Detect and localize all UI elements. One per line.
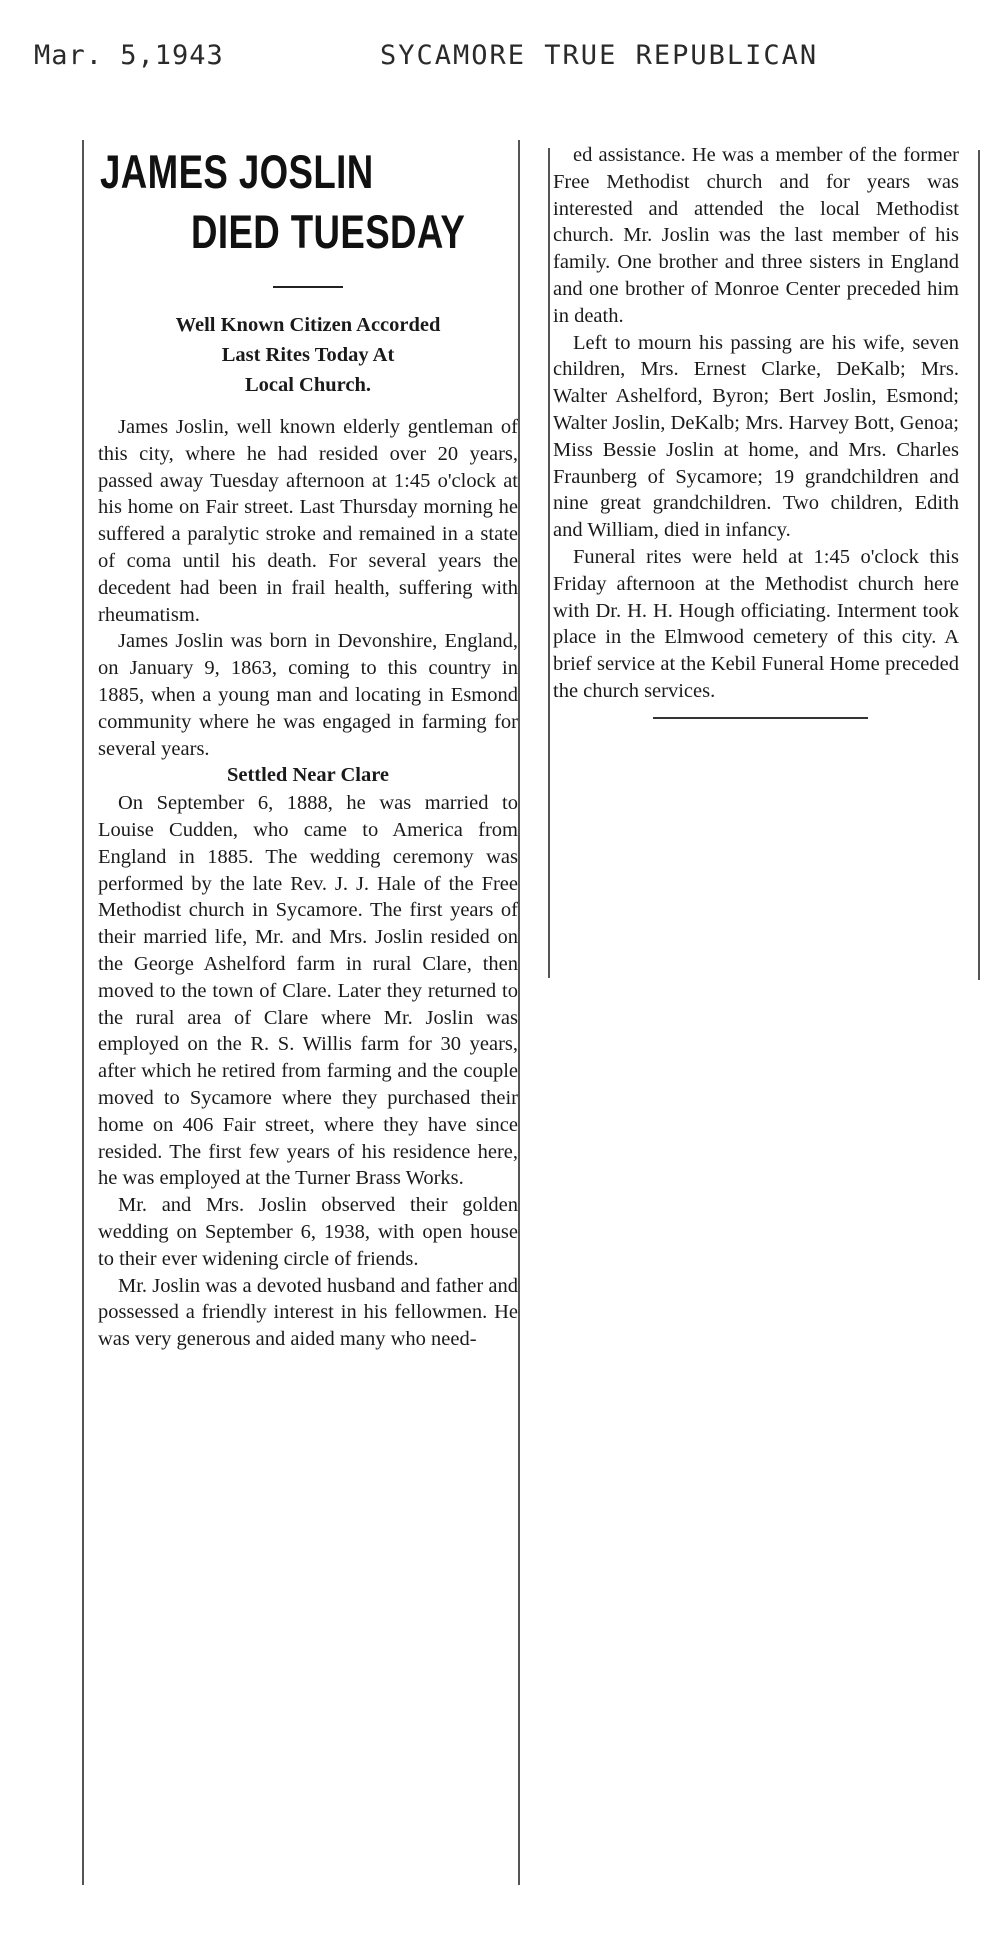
article-paragraph: ed assistance. He was a member of the former Free Methodist church and for years was interested and attended the local Methodist church. Mr. Joslin was the last member of his family. One brother and three sisters in England and one brother of Monroe Center preceded him in death. [553, 144, 959, 327]
column-rule-middle [518, 140, 520, 1885]
article-paragraph: James Joslin was born in Devonshire, England, on January 9, 1863, coming to this country in 1885, when a young man and locating in Esmond community where he was engaged in farming for several years. [98, 630, 518, 760]
paragraphs-after-subhead [98, 790, 518, 1353]
headline-divider [273, 286, 343, 288]
article-subhead: Settled Near Clare [226, 764, 390, 787]
column-rule-right-inner [548, 148, 550, 978]
article-paragraph: On September 6, 1888, he was married to Louise Cudden, who came to America from England in 1885. The wedding ceremony was performed by the late Rev. J. J. Hale of the Free Methodist church in Sycamore. The first years of their married life, Mr. and Mrs. Joslin resided on the George Ashelford farm in rural Clare, then moved to the town of Clare. Later they returned to the rural area of Clare where Mr. Joslin was employed on the R. S. Willis farm for 30 years, after which he retired from farming and the couple moved to Sycamore where they purchased their home on 406 Fair street, where they have since resided. The first few years of his residence here, he was employed at the Turner Brass Works. [98, 792, 518, 1190]
paragraphs-right-column [553, 142, 959, 705]
article-paragraph: Mr. and Mrs. Joslin observed their golden wedding on September 6, 1938, with open house to their ever widening circle of friends. [98, 1194, 518, 1270]
headline-line-2: DIED TUESDAY [191, 205, 466, 258]
article-end-rule [653, 717, 868, 719]
headline-line-1: JAMES JOSLIN [100, 145, 374, 198]
column-rule-right-outer [978, 150, 980, 980]
paragraphs-before-subhead [98, 414, 518, 762]
article-paragraph: Funeral rites were held at 1:45 o'clock this Friday afternoon at the Methodist church here with Dr. H. H. Hough officiating. Interment took place in the Elmwood cemetery of this city. A brief service at the Kebil Funeral Home preceded the church services. [553, 545, 959, 702]
article-paragraph: James Joslin, well known elderly gentleman of this city, where he had resided over 20 years, passed away Tuesday afternoon at 1:45 o'clock at his home on Fair street. Last Thursday morning he suffered a paralytic stroke and remained in a state of coma until his death. For several years the decedent had been in frail health, suffering with rheumatism. [98, 416, 518, 626]
publication-date: Mar. 5,1943 [34, 40, 224, 71]
newspaper-name: SYCAMORE TRUE REPUBLICAN [380, 40, 819, 71]
article-paragraph: Left to mourn his passing are his wife, seven children, Mrs. Ernest Clarke, DeKalb; Mrs. Walter Ashelford, Byron; Bert Joslin, Esmond; Walter Joslin, DeKalb; Mrs. Harvey Bott, Genoa; Miss Bessie Joslin at home, and Mrs. Charles Fraunberg of Sycamore; 19 grandchildren and nine great grandchildren. Two children, Edith and William, died in infancy. [553, 331, 959, 542]
article-paragraph: Mr. Joslin was a devoted husband and father and possessed a friendly interest in his fellowmen. He was very generous and aided many who need- [98, 1274, 518, 1351]
article-deck: Well Known Citizen Accorded Last Rites Today At Local Church. [175, 314, 441, 396]
article-right-column [551, 142, 959, 719]
article-left-column [84, 142, 518, 1353]
